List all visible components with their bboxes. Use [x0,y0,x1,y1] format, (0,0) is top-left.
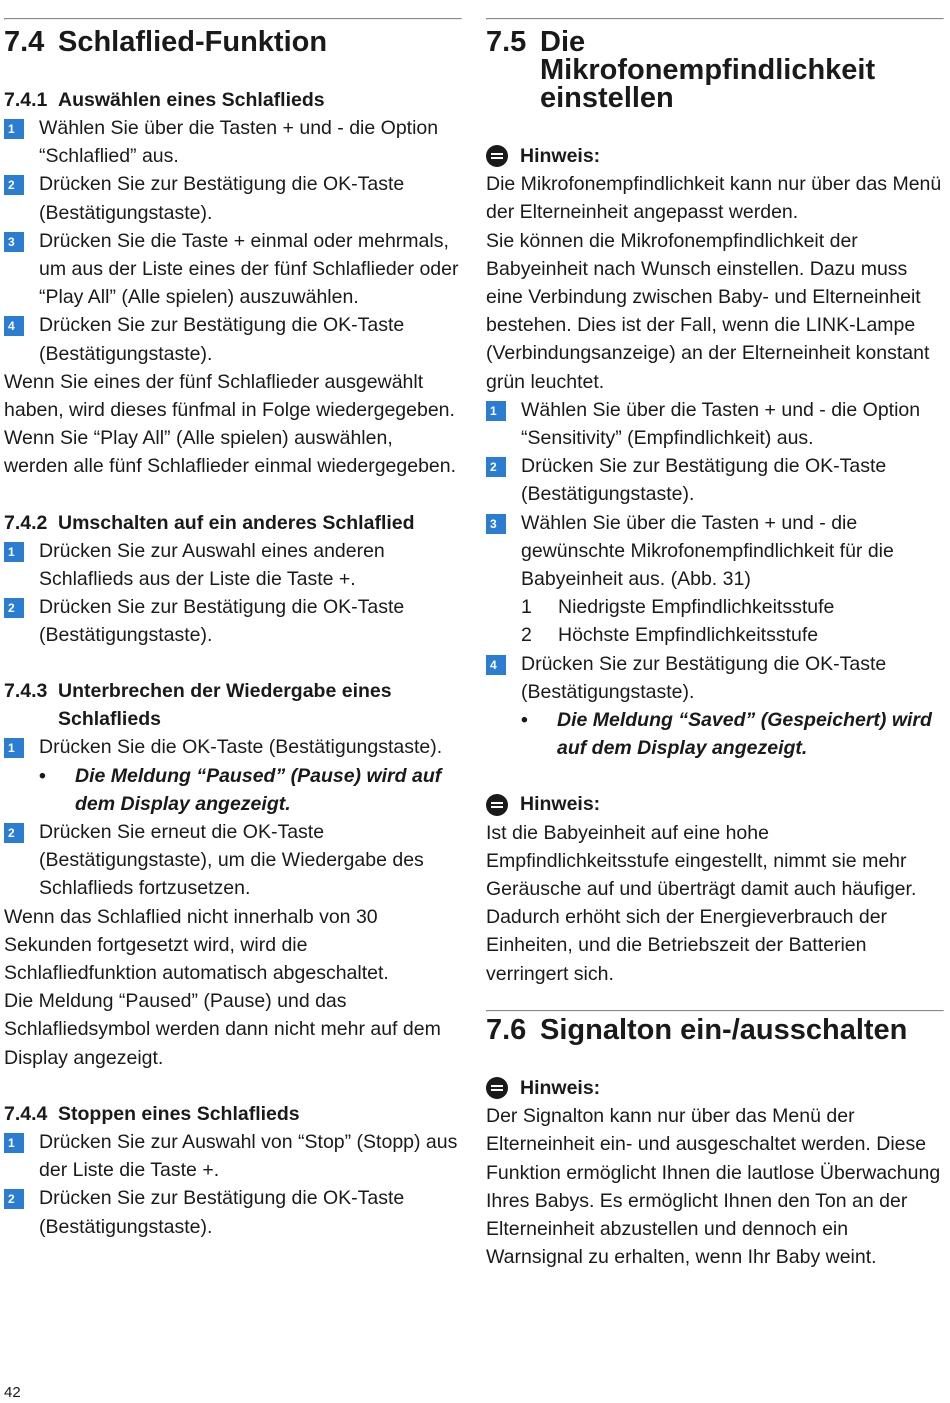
note-text: Ist die Babyeinheit auf eine hohe Empfindlichkeitsstufe eingestellt, nimmt sie mehr Geräusche auf und überträgt damit auch häufiger. Dadurch erhöht sich der Energieverbrauch der Einheiten, und die Betriebszeit der Batterien verringert sich. [486,821,917,985]
step-item: 2 Drücken Sie zur Bestätigung die OK-Taste (Bestätigungstaste). [4,1184,462,1240]
subheading-7-4-3: 7.4.3 Unterbrechen der Wiedergabe eines Schlaflieds [4,680,392,731]
step-number-badge: 2 [4,1189,24,1209]
step-item: 2 Drücken Sie zur Bestätigung die OK-Taste (Bestätigungstaste). [486,452,944,508]
level-item: 1 Niedrigste Empfindlichkeitsstufe [521,596,835,619]
bullet-item: • Die Meldung “Saved” (Gespeichert) wird auf dem Display angezeigt. [521,706,944,762]
step-item: 1 Wählen Sie über die Tasten + und - die Option “Sensitivity” (Empfindlichkeit) aus. [486,396,944,452]
step-number-badge: 3 [4,232,24,252]
step-item: 1 Drücken Sie die OK-Taste (Bestätigungstaste). [4,733,462,761]
note-icon [486,145,508,167]
step-item: 1 Drücken Sie zur Auswahl von “Stop” (Stopp) aus der Liste die Taste +. [4,1128,462,1184]
level-item: 2 Höchste Empfindlichkeitsstufe [521,624,819,647]
section-rule [486,18,944,20]
subheading-7-4-4: 7.4.4 Stoppen eines Schlaflieds [4,1102,300,1125]
note-heading: Hinweis: [486,1074,944,1102]
note-heading: Hinweis: [486,790,944,818]
note-icon [486,794,508,816]
step-item: 2 Drücken Sie zur Bestätigung die OK-Taste (Bestätigungstaste). [4,593,462,649]
step-number-badge: 4 [4,316,24,336]
step-number-badge: 4 [486,655,506,675]
section-rule [486,1010,944,1012]
step-item: 1 Drücken Sie zur Auswahl eines anderen Schlaflieds aus der Liste die Taste +. [4,537,462,593]
bullet-symbol: • [39,764,46,787]
paragraph: Wenn Sie eines der fünf Schlaflieder ausgewählt haben, wird dieses fünfmal in Folge wiedergegeben. [4,370,455,422]
step-item: 4 Drücken Sie zur Bestätigung die OK-Taste (Bestätigungstaste). [4,311,462,367]
note-heading: Hinweis: [486,142,944,170]
step-number-badge: 1 [4,119,24,139]
step-number-badge: 2 [4,598,24,618]
step-number-badge: 2 [486,457,506,477]
section-rule [4,18,462,20]
note-text: Die Mikrofonempfindlichkeit kann nur über das Menü der Elterneinheit angepasst werden. [486,173,942,224]
step-number-badge: 3 [486,514,506,534]
page-number: 42 [4,1384,21,1401]
note-icon [486,1077,508,1099]
step-item: 4 Drücken Sie zur Bestätigung die OK-Taste (Bestätigungstaste). [486,650,944,706]
step-number-badge: 1 [4,542,24,562]
right-column [486,0,944,1271]
section-heading-7-4: 7.4 Schlaflied-Funktion [4,26,328,58]
bullet-item: • Die Meldung “Paused” (Pause) wird auf dem Display angezeigt. [39,762,462,818]
step-item: 1 Wählen Sie über die Tasten + und - die Option “Schlaflied” aus. [4,114,462,170]
paragraph: Wenn das Schlaflied nicht innerhalb von 30 Sekunden fortgesetzt wird, wird die Schlafliedfunktion automatisch abgeschaltet. [4,905,389,985]
step-number-badge: 1 [4,738,24,758]
step-number-badge: 2 [4,175,24,195]
subheading-7-4-1: 7.4.1 Auswählen eines Schlaflieds [4,89,325,111]
note-text: Der Signalton kann nur über das Menü der Elterneinheit ein- und ausgeschaltet werden. Diese Funktion ermöglicht Ihnen die lautlose Überwachung Ihres Babys. Es ermöglicht Ihnen den Ton an der Elterneinheit abzustellen und dennoch ein Warnsignal zu erhalten, wenn Ihr Baby weint. [486,1105,941,1269]
step-item: 3 Wählen Sie über die Tasten + und - die gewünschte Mikrofonempfindlichkeit für die Babyeinheit aus. (Abb. 31) [486,509,944,594]
step-number-badge: 2 [4,823,24,843]
step-number-badge: 1 [486,401,506,421]
left-column [4,0,462,1241]
step-item: 3 Drücken Sie die Taste + einmal oder mehrmals, um aus der Liste eines der fünf Schlaflieder oder “Play All” (Alle spielen) auszuwählen. [4,227,462,312]
subheading-7-4-2: 7.4.2 Umschalten auf ein anderes Schlaflied [4,511,415,534]
step-item: 2 Drücken Sie zur Bestätigung die OK-Taste (Bestätigungstaste). [4,170,462,226]
paragraph: Wenn Sie “Play All” (Alle spielen) auswählen, werden alle fünf Schlaflieder einmal wiedergegeben. [4,427,457,478]
paragraph: Sie können die Mikrofonempfindlichkeit der Babyeinheit nach Wunsch einstellen. Dazu muss eine Verbindung zwischen Baby- und Elterneinheit bestehen. Dies ist der Fall, wenn die LINK-Lampe (Verbindungsanzeige) an der Elterneinheit konstant grün leuchtet. [486,229,930,393]
step-item: 2 Drücken Sie erneut die OK-Taste (Bestätigungstaste), um die Wiedergabe des Schlaflieds fortzusetzen. [4,818,462,903]
bullet-symbol: • [521,709,528,732]
paragraph: Die Meldung “Paused” (Pause) und das Schlafliedsymbol werden dann nicht mehr auf dem Display angezeigt. [4,990,441,1069]
step-number-badge: 1 [4,1133,24,1153]
section-heading-7-5: 7.5 Die Mikrofonempfindlichkeit einstellen [486,26,876,114]
section-heading-7-6: 7.6 Signalton ein-/ausschalten [486,1013,908,1046]
